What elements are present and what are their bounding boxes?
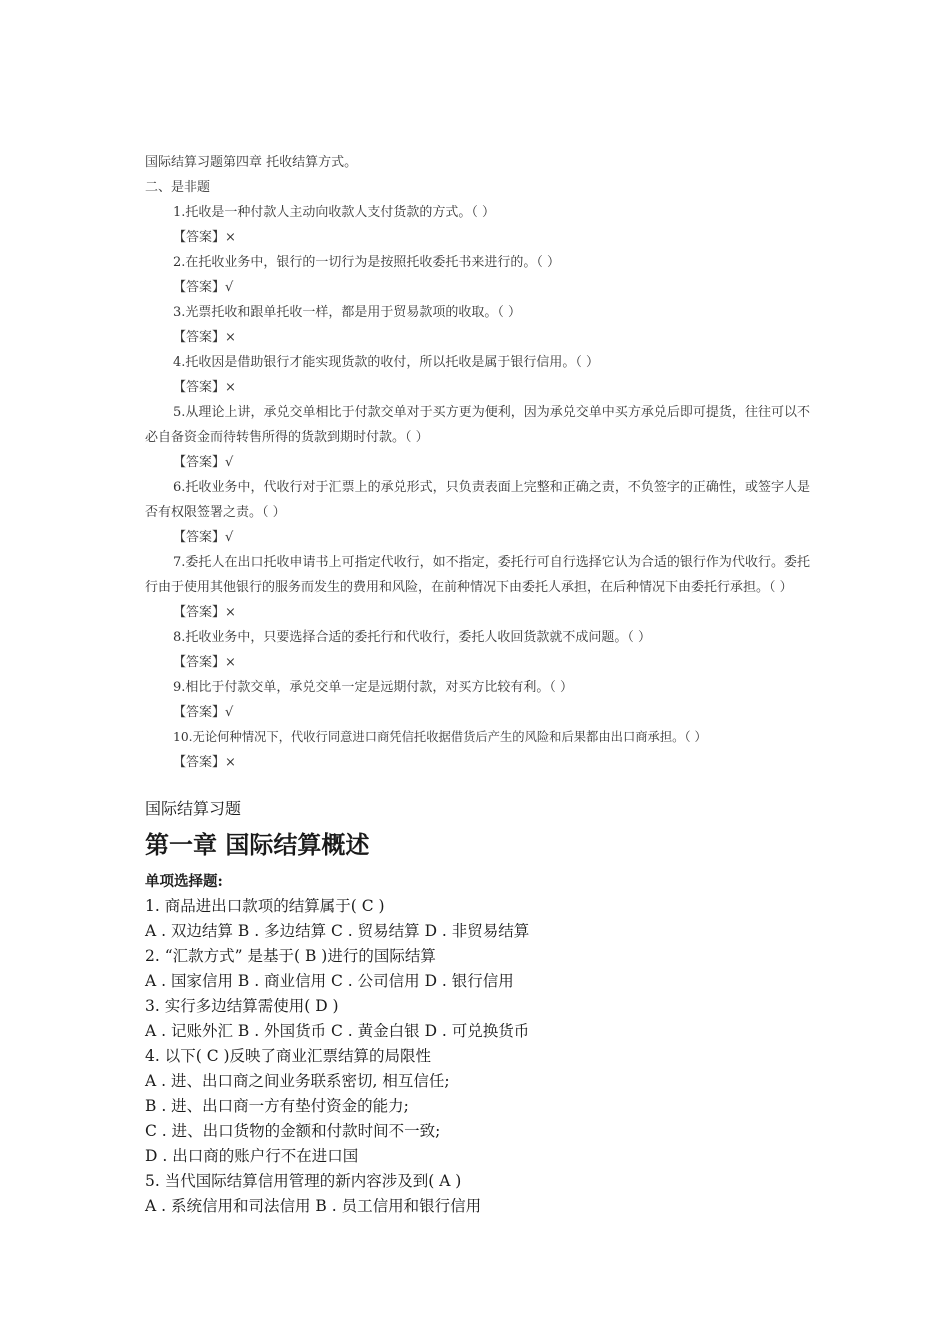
option-line: A . 记账外汇 B . 外国货币 C . 黄金白银 D . 可兑换货币 — [145, 1022, 530, 1040]
question-line: 1. 商品进出口款项的结算属于( C ) — [145, 897, 385, 915]
question-2: 2.在托收业务中，银行的一切行为是按照托收委托书来进行的。（ ） — [173, 255, 561, 270]
answer-3: 【答案】× — [173, 330, 236, 345]
question-7: 7.委托人在出口托收申请书上可指定代收行，如不指定，委托行可自行选择它认为合适的银行作为代收行。委托行由于使用其他银行的服务而发生的费用和风险，在前种情况下由委托人承担，在后种情况下由委托行承担。（ ） — [145, 555, 810, 595]
answer-6: 【答案】√ — [173, 530, 234, 545]
question-line: 3. 实行多边结算需使用( D ) — [145, 997, 339, 1015]
option-line: A . 系统信用和司法信用 B . 员工信用和银行信用 — [145, 1197, 482, 1215]
answer-5: 【答案】√ — [173, 455, 234, 470]
option-line: B . 进、出口商一方有垫付资金的能力; — [145, 1097, 409, 1115]
section-multiple-choice — [145, 796, 810, 1219]
chapter-heading: 第一章 国际结算概述 — [145, 830, 370, 859]
option-line: A . 国家信用 B . 商业信用 C . 公司信用 D . 银行信用 — [145, 972, 514, 990]
option-line: A . 双边结算 B . 多边结算 C . 贸易结算 D . 非贸易结算 — [145, 922, 530, 940]
question-10: 10.无论何种情况下，代收行同意进口商凭信托收据借货后产生的风险和后果都由出口商承担。（ ） — [173, 730, 707, 744]
question-6: 6.托收业务中，代收行对于汇票上的承兑形式，只负责表面上完整和正确之责，不负签字的正确性，或签字人是否有权限签署之责。（ ） — [145, 480, 810, 520]
section-title: 国际结算习题第四章 托收结算方式。 — [145, 155, 358, 170]
answer-8: 【答案】× — [173, 655, 236, 670]
option-line: C . 进、出口货物的金额和付款时间不一致; — [145, 1122, 441, 1140]
section-true-false — [145, 150, 810, 775]
question-1: 1.托收是一种付款人主动向收款人支付货款的方式。（ ） — [173, 205, 496, 220]
section2-title: 国际结算习题 — [145, 799, 242, 818]
option-line: A . 进、出口商之间业务联系密切, 相互信任; — [145, 1072, 450, 1090]
answer-10: 【答案】× — [173, 755, 236, 770]
question-3: 3.光票托收和跟单托收一样，都是用于贸易款项的收取。（ ） — [173, 305, 522, 320]
question-line: 4. 以下( C )反映了商业汇票结算的局限性 — [145, 1047, 432, 1065]
answer-2: 【答案】√ — [173, 280, 234, 295]
question-9: 9.相比于付款交单，承兑交单一定是远期付款，对买方比较有利。（ ） — [173, 680, 574, 695]
option-line: D . 出口商的账户行不在进口国 — [145, 1147, 359, 1165]
answer-9: 【答案】√ — [173, 705, 234, 720]
part-heading: 二、是非题 — [145, 180, 211, 195]
question-type-heading: 单项选择题: — [145, 873, 223, 890]
answer-7: 【答案】× — [173, 605, 236, 620]
answer-1: 【答案】× — [173, 230, 236, 245]
question-line: 5. 当代国际结算信用管理的新内容涉及到( A ) — [145, 1172, 462, 1190]
answer-4: 【答案】× — [173, 380, 236, 395]
question-line: 2. “汇款方式” 是基于( B )进行的国际结算 — [145, 947, 436, 965]
question-4: 4.托收因是借助银行才能实现货款的收付，所以托收是属于银行信用。（ ） — [173, 355, 600, 370]
question-5: 5.从理论上讲，承兑交单相比于付款交单对于买方更为便利，因为承兑交单中买方承兑后即可提货，往往可以不必自备资金而待转售所得的货款到期时付款。（ ） — [145, 405, 810, 445]
question-8: 8.托收业务中，只要选择合适的委托行和代收行，委托人收回货款就不成问题。（ ） — [173, 630, 652, 645]
